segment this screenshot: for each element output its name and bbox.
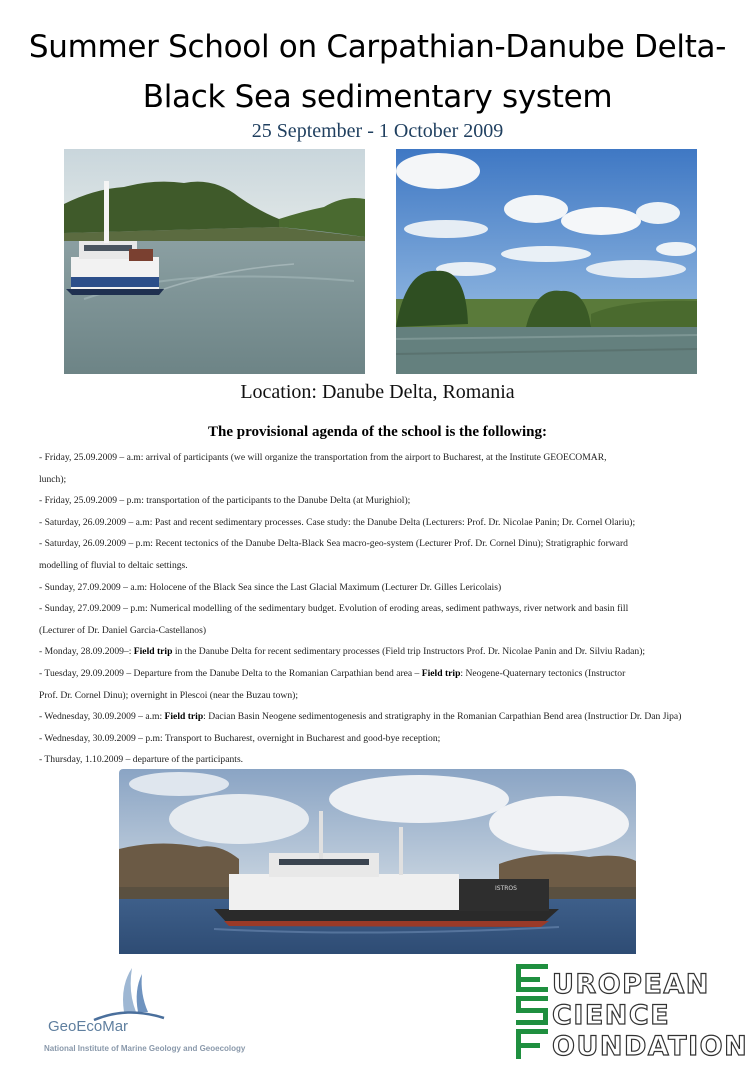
agenda-list — [39, 447, 739, 771]
agenda-item: Prof. Dr. Cornel Dinu); overnight in Plescoi (near the Buzau town); — [39, 689, 298, 701]
field-trip-label: Field trip — [421, 667, 461, 679]
agenda-text: : Neogene-Quaternary tectonics (Instructor — [460, 667, 626, 679]
agenda-item: - Sunday, 27.09.2009 – p.m: Numerical modelling of the sedimentary budget. Evolution of eroding areas, sediment pathways, river network and basin fill — [39, 603, 629, 615]
agenda-heading: The provisional agenda of the school is the following: — [208, 424, 547, 440]
esf-monogram-icon — [512, 962, 552, 1062]
page-title — [0, 22, 755, 122]
esf-logo — [512, 962, 747, 1062]
title-line-2: Black Sea sedimentary system — [142, 79, 613, 115]
agenda-item: (Lecturer of Dr. Daniel Garcia-Castellanos) — [39, 624, 207, 636]
field-trip-label: Field trip — [133, 646, 173, 658]
vessel-name-label: ISTROS — [495, 885, 517, 892]
agenda-text: - Tuesday, 29.09.2009 – Departure from the Danube Delta to the Romanian Carpathian bend area – — [39, 667, 422, 679]
geoecomar-logo — [44, 966, 246, 1058]
delta-landscape-photo — [396, 149, 697, 374]
agenda-item-tuesday — [39, 663, 739, 685]
esf-word-science: CIENCE — [552, 1000, 671, 1031]
agenda-item: - Sunday, 27.09.2009 – a.m: Holocene of the Black Sea since the Last Glacial Maximum (Lecturer Dr. Gilles Lericolais) — [39, 581, 502, 593]
esf-word-european: UROPEAN — [552, 969, 710, 1000]
agenda-item: - Friday, 25.09.2009 – a.m: arrival of participants (we will organize the transportation from the airport to Bucharest, at the Institute GEOECOMAR, — [39, 452, 607, 463]
agenda-text: : Dacian Basin Neogene sedimentogenesis and stratigraphy in the Romanian Carpathian Bend area (Instructior Dr. Dan Jipa) — [203, 711, 682, 723]
agenda-item: modelling of fluvial to deltaic settings. — [39, 559, 188, 571]
agenda-item: - Wednesday, 30.09.2009 – p.m: Transport to Bucharest, overnight in Bucharest and good-bye reception; — [39, 732, 441, 744]
agenda-item: - Saturday, 26.09.2009 – p.m: Recent tectonics of the Danube Delta-Black Sea macro-geo-system (Lecturer Prof. Dr. Cornel Dinu); Stratigraphic forward — [39, 538, 628, 550]
field-trip-label: Field trip — [164, 711, 204, 723]
agenda-item: - Thursday, 1.10.2009 – departure of the participants. — [39, 754, 244, 766]
geoecomar-subtitle: National Institute of Marine Geology and Geoecology — [44, 1044, 246, 1053]
geoecomar-name: GeoEcoMar — [48, 1018, 129, 1035]
agenda-item: - Saturday, 26.09.2009 – a.m: Past and recent sedimentary processes. Case study: the Danube Delta (Lecturers: Prof. Dr. Nicolae Panin; Dr. Cornel Olariu); — [39, 516, 636, 528]
research-vessel-photo — [119, 769, 636, 954]
agenda-text: - Wednesday, 30.09.2009 – a.m: — [39, 711, 165, 723]
esf-word-foundation: OUNDATION — [552, 1031, 749, 1062]
agenda-text: in the Danube Delta for recent sedimentary processes (Field trip Instructors Prof. Dr. Nicolae Panin and Dr. Silviu Radan); — [172, 646, 646, 658]
title-line-1: Summer School on Carpathian-Danube Delta- — [28, 29, 727, 65]
boat-on-river-photo — [64, 149, 365, 374]
location-text: Location: Danube Delta, Romania — [240, 381, 515, 403]
agenda-item-wednesday-am — [39, 706, 739, 728]
event-dates: 25 September - 1 October 2009 — [251, 120, 504, 142]
agenda-text: - Monday, 28.09.2009–: — [39, 646, 134, 658]
agenda-item-monday — [39, 641, 739, 663]
agenda-item: lunch); — [39, 473, 67, 485]
sail-icon — [84, 966, 170, 1026]
agenda-item: - Friday, 25.09.2009 – p.m: transportation of the participants to the Danube Delta (at Murighiol); — [39, 495, 411, 507]
